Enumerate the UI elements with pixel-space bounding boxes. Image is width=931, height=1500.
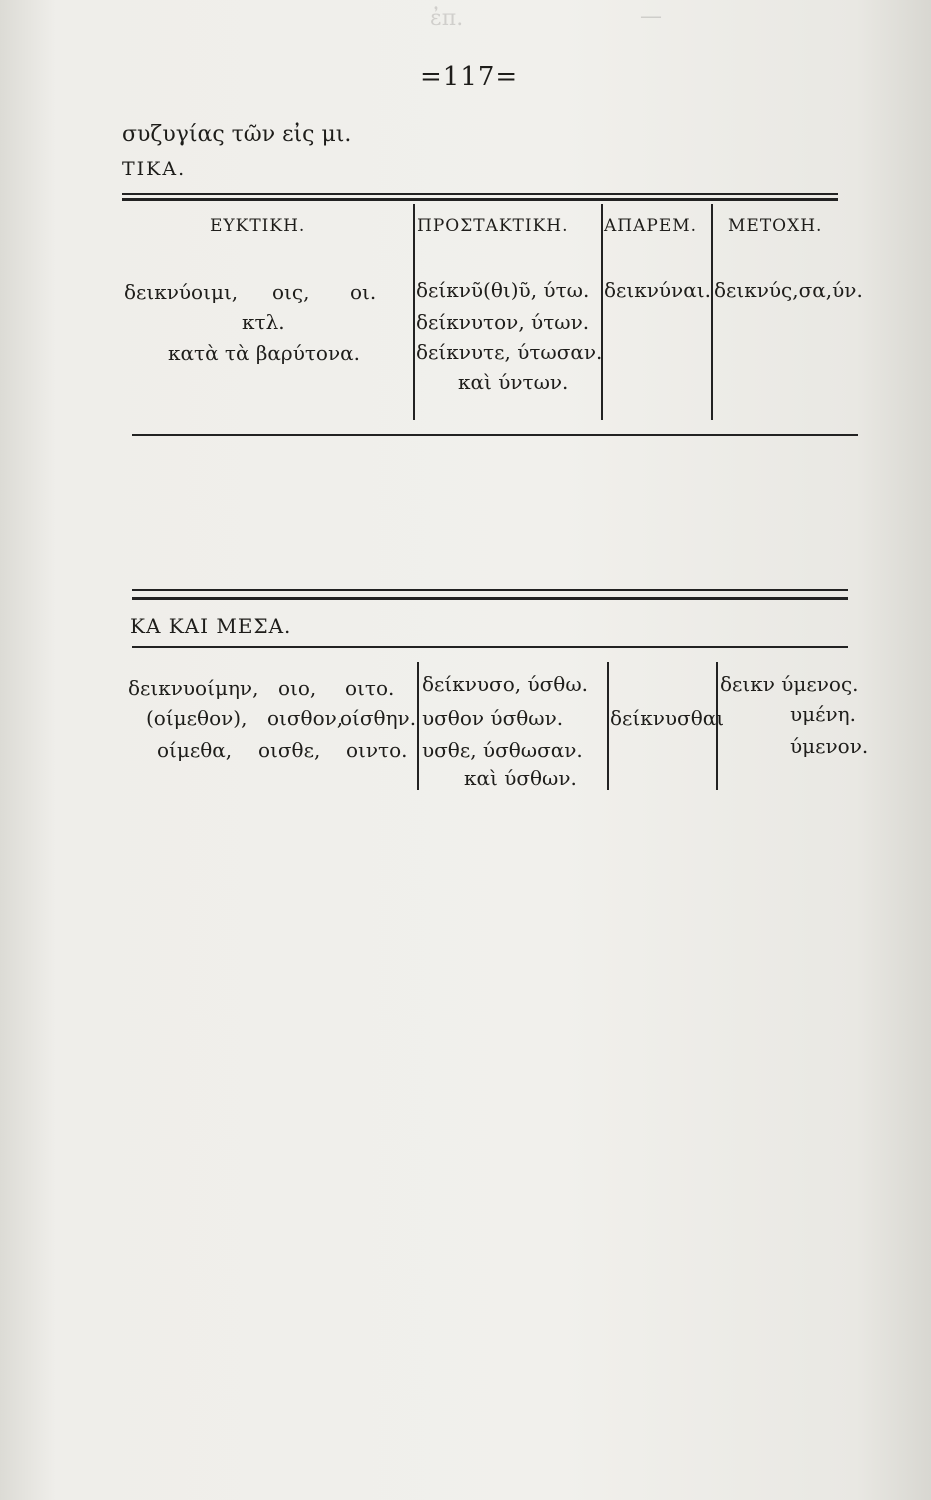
middle-optative-cell: οιο,	[278, 676, 317, 700]
middle-optative-cell: οισθε,	[258, 738, 321, 762]
top-double-rule	[122, 193, 838, 195]
column-divider	[601, 204, 603, 420]
middle-optative-cell: οίμεθα,	[157, 738, 233, 762]
column-header-prostaktiki: ΠΡΟΣΤΑΚΤΙΚΗ.	[417, 216, 569, 236]
column-header-euktiki: ΕΥΚΤΙΚΗ.	[210, 216, 306, 236]
table-bottom-rule	[132, 434, 858, 436]
header-line-1: συζυγίας τῶν εἰς μι.	[122, 122, 352, 147]
column-header-metochi: ΜΕΤΟΧΗ.	[728, 216, 823, 236]
middle-imperative-cell: δείκνυσο, ύσθω.	[422, 672, 588, 696]
metochi-cell: δεικνύς,σα,ύν.	[714, 278, 863, 302]
bleed-through-mark: ἐπ.	[430, 6, 464, 31]
column-divider	[417, 662, 419, 790]
middle-optative-cell: (οίμεθον),	[146, 706, 248, 730]
euktiki-cell: κτλ.	[242, 310, 285, 334]
prostaktiki-cell: καὶ ύντων.	[458, 370, 569, 394]
middle-optative-cell: οισθον,	[267, 706, 344, 730]
section-title: ΚΑ ΚΑΙ ΜΕΣΑ.	[130, 614, 292, 638]
column-header-aparem: ΑΠΑΡΕΜ.	[604, 216, 698, 236]
middle-participle-cell: υμένη.	[790, 702, 857, 726]
page-number: =117=	[420, 62, 519, 92]
bleed-through-mark: —	[640, 4, 662, 29]
section-double-rule	[132, 589, 848, 591]
middle-imperative-cell: υσθον ύσθων.	[422, 706, 564, 730]
column-divider	[413, 204, 415, 420]
prostaktiki-cell: δείκνυτον, ύτων.	[416, 310, 590, 334]
middle-participle-cell: ύμενον.	[790, 734, 869, 758]
prostaktiki-cell: δείκνῦ(θι)ῦ, ύτω.	[416, 278, 590, 302]
middle-optative-cell: οιντο.	[346, 738, 408, 762]
column-divider	[607, 662, 609, 790]
column-divider	[711, 204, 713, 420]
middle-optative-cell: οίσθην.	[340, 706, 417, 730]
middle-participle-cell: δεικν ύμενος.	[720, 672, 859, 696]
euktiki-cell: κατὰ τὰ βαρύτονα.	[168, 341, 360, 365]
euktiki-cell: οι.	[350, 280, 377, 304]
header-line-2: ΤΙΚΑ.	[122, 158, 187, 180]
euktiki-cell: δεικνύοιμι,	[124, 280, 239, 304]
aparem-cell: δεικνύναι.	[604, 278, 711, 302]
middle-infinitive-cell: δείκνυσθαι	[610, 706, 725, 730]
middle-imperative-cell: υσθε, ύσθωσαν.	[422, 738, 583, 762]
middle-optative-cell: οιτο.	[345, 676, 395, 700]
middle-optative-cell: δεικνυοίμην,	[128, 676, 259, 700]
middle-imperative-cell: καὶ ύσθων.	[464, 766, 577, 790]
section-double-rule	[132, 597, 848, 600]
prostaktiki-cell: δείκνυτε, ύτωσαν.	[416, 340, 603, 364]
top-double-rule	[122, 198, 838, 201]
euktiki-cell: οις,	[272, 280, 310, 304]
section-title-rule	[132, 646, 848, 648]
